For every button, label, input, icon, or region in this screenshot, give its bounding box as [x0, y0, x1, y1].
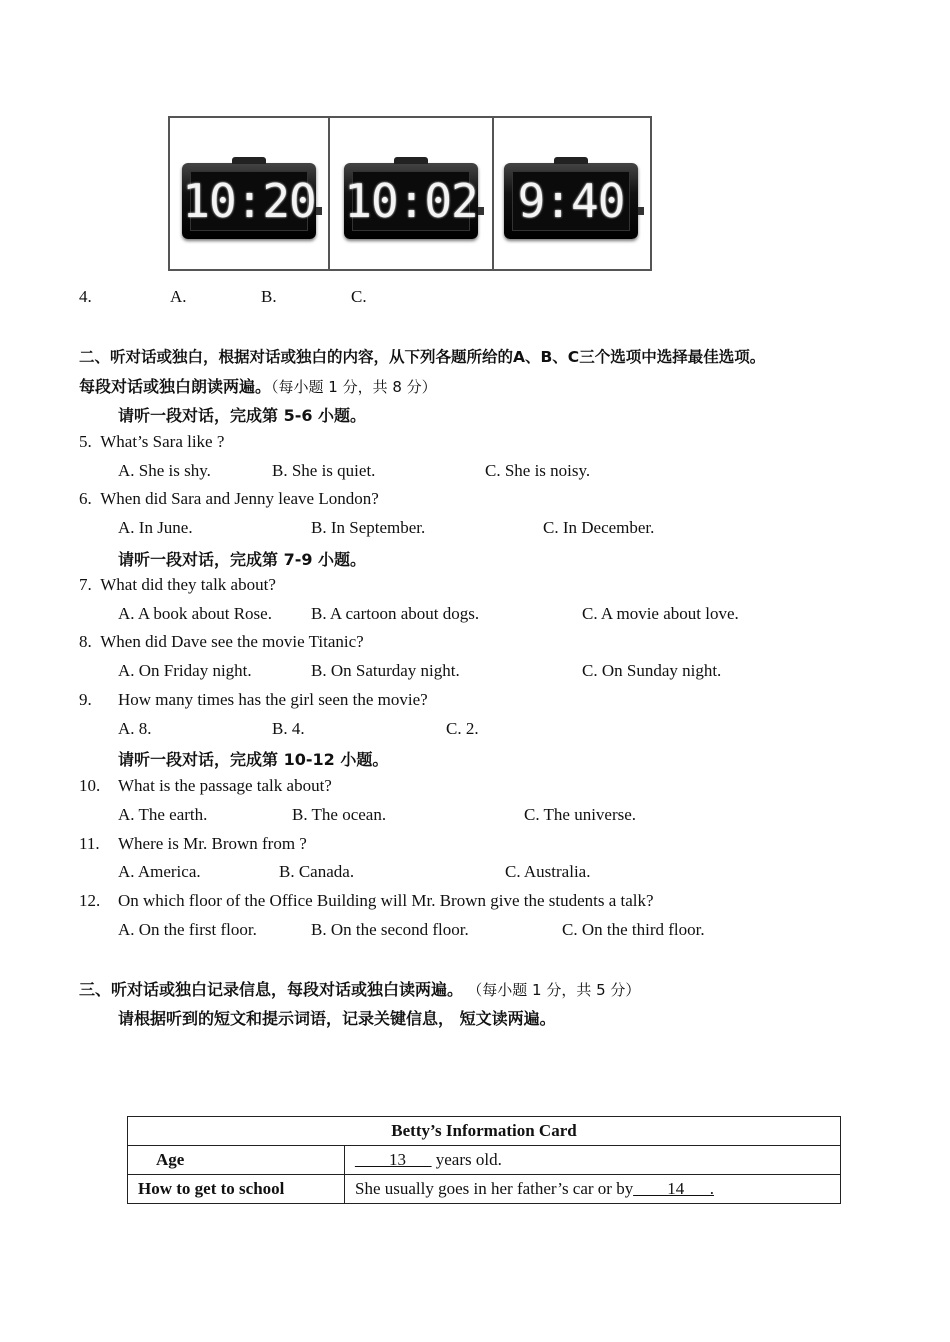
question-12-number: 12. [79, 891, 101, 910]
age-label: Age [128, 1146, 345, 1175]
clock-option-b [330, 118, 494, 269]
question-text: What did they talk about? [100, 575, 276, 594]
question-6-option-c: C. In December. [543, 518, 655, 537]
question-9-text: How many times has the girl seen the movie? [118, 690, 428, 709]
question-12-option-a: A. On the first floor. [118, 920, 257, 939]
section-2-score-note: （每小题 1 分，共 8 分） [271, 378, 437, 396]
table-row [128, 1117, 841, 1146]
question-4-option-c: C. [351, 287, 367, 306]
question-7-option-c: C. A movie about love. [582, 604, 739, 623]
age-suffix: years old. [431, 1150, 502, 1169]
question-9-option-c: C. 2. [446, 719, 479, 738]
section-3-score-note: （每小题 1 分，共 5 分） [467, 981, 641, 999]
question-10-option-b: B. The ocean. [292, 805, 387, 824]
question-7 [79, 575, 276, 595]
question-8-option-c: C. On Sunday night. [582, 661, 722, 680]
information-card-table [127, 1116, 841, 1204]
question-12-option-b: B. On the second floor. [311, 920, 469, 939]
question-text: When did Sara and Jenny leave London? [100, 489, 379, 508]
section-2-title: 二、听对话或独白，根据对话或独白的内容，从下列各题所给的A、B、C三个选项中选择最佳选项。 [79, 348, 766, 366]
question-number: 8. [79, 632, 92, 651]
clock-time: 10:20 [190, 171, 308, 231]
section-2-instruction: 每段对话或独白朗读两遍。 [79, 377, 272, 396]
section-2-intro-7-9: 请听一段对话，完成第 7-9 小题。 [118, 550, 367, 569]
question-10-option-c: C. The universe. [524, 805, 637, 824]
question-11-option-b: B. Canada. [279, 862, 355, 881]
question-12-option-c: C. On the third floor. [562, 920, 705, 939]
question-7-option-a: A. A book about Rose. [118, 604, 272, 623]
question-5-option-a: A. She is shy. [118, 461, 211, 480]
question-5 [79, 432, 224, 452]
question-6 [79, 489, 379, 509]
transport-text: She usually goes in her father’s car or by [355, 1179, 634, 1198]
question-10-option-a: A. The earth. [118, 805, 208, 824]
blank-13: ____13___ [355, 1150, 432, 1169]
section-3-title: 三、听对话或独白记录信息，每段对话或独白读两遍。 [79, 980, 464, 999]
card-title: Betty’s Information Card [128, 1117, 841, 1146]
clock-time: 10:02 [352, 171, 470, 231]
section-3-header [79, 977, 640, 1000]
question-9-option-a: A. 8. [118, 719, 152, 738]
transport-value [345, 1175, 841, 1204]
question-10-text: What is the passage talk about? [118, 776, 332, 795]
question-text: What’s Sara like ? [100, 432, 225, 451]
question-text: When did Dave see the movie Titanic? [100, 632, 364, 651]
section-3-intro: 请根据听到的短文和提示词语，记录关键信息， 短文读两遍。 [118, 1009, 556, 1028]
clock-option-c [494, 118, 650, 269]
section-2-line2 [79, 374, 437, 397]
table-row [128, 1175, 841, 1204]
question-8-option-b: B. On Saturday night. [311, 661, 460, 680]
question-7-option-b: B. A cartoon about dogs. [311, 604, 480, 623]
digital-clock-icon [344, 163, 478, 239]
question-11-option-c: C. Australia. [505, 862, 591, 881]
question-9-option-b: B. 4. [272, 719, 305, 738]
question-12-text: On which floor of the Office Building will Mr. Brown give the students a talk? [118, 891, 654, 910]
blank-14: ____14___. [633, 1179, 714, 1198]
question-6-option-b: B. In September. [311, 518, 426, 537]
question-10-number: 10. [79, 776, 101, 795]
question-4-option-b: B. [261, 287, 277, 306]
question-5-option-c: C. She is noisy. [485, 461, 591, 480]
section-2-intro-5-6: 请听一段对话，完成第 5-6 小题。 [118, 406, 367, 425]
question-8-option-a: A. On Friday night. [118, 661, 252, 680]
age-value [345, 1146, 841, 1175]
table-row [128, 1146, 841, 1175]
question-8 [79, 632, 364, 652]
section-2-intro-10-12: 请听一段对话，完成第 10-12 小题。 [118, 750, 389, 769]
clock-option-a [170, 118, 330, 269]
transport-label: How to get to school [128, 1175, 345, 1204]
question-11-text: Where is Mr. Brown from ? [118, 834, 307, 853]
question-5-option-b: B. She is quiet. [272, 461, 376, 480]
digital-clock-icon [504, 163, 638, 239]
clock-time: 9:40 [512, 171, 630, 231]
question-6-option-a: A. In June. [118, 518, 193, 537]
question-4-number: 4. [79, 287, 92, 306]
clock-images [168, 116, 652, 271]
question-4-option-a: A. [170, 287, 187, 306]
question-9-number: 9. [79, 690, 92, 709]
question-11-option-a: A. America. [118, 862, 201, 881]
digital-clock-icon [182, 163, 316, 239]
question-number: 6. [79, 489, 92, 508]
question-number: 5. [79, 432, 92, 451]
question-number: 7. [79, 575, 92, 594]
question-11-number: 11. [79, 834, 100, 853]
